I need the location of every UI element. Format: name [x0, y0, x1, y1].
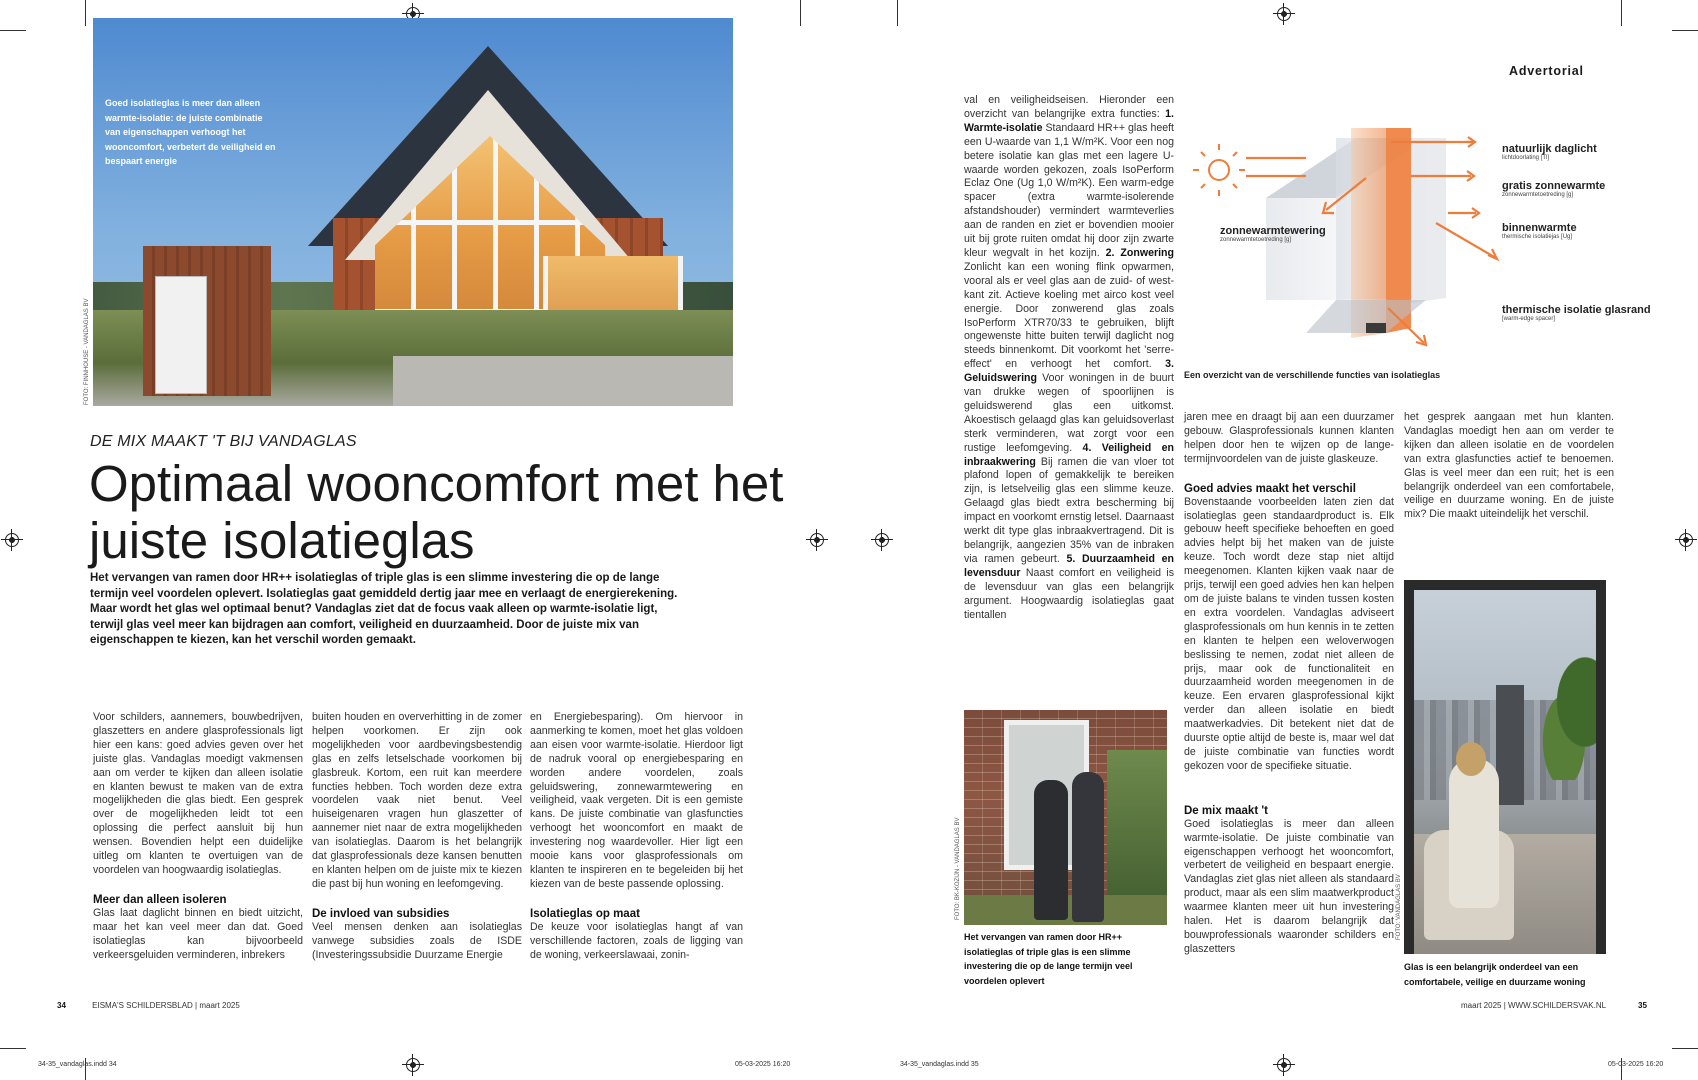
glass-pane-back: [1411, 138, 1446, 303]
crop-mark: [1672, 1048, 1698, 1049]
folio: [57, 1001, 240, 1010]
glass-functions-diagram: [1186, 128, 1666, 360]
crop-mark: [0, 1048, 26, 1049]
page-number: 34: [57, 1001, 66, 1010]
crop-mark: [897, 0, 898, 26]
diagram-label-solar-shading: [1220, 225, 1326, 244]
folio: [1461, 1001, 1647, 1010]
registration-mark-icon: [1679, 533, 1693, 547]
diagram-label-text: gratis zonnewarmte: [1502, 180, 1606, 192]
paragraph: buiten houden en oververhitting in de zomer helpen voorkomen. Er zijn ook mogelijkheden voor aardbevingsbestendig glas en zelfs letselschade voorkomen bij glasbreuk. Kortom, een ruit kan meerdere functies hebben. Toch worden deze extra voordelen vaak niet benut. Veel huiseigenaren vragen hun glaszetter of aannemer niet naar de extra mogelijkheden van isolatieglas. Daarom is het belangrijk dat glasprofessionals deze kansen benutten en klanten helpen om de juiste mix te kiezen die past bij hun woning en leefomgeving.: [312, 711, 522, 890]
diagram-label-text: binnenwarmte: [1502, 222, 1577, 234]
function-label: 1. Warmte-isolatie: [964, 107, 1174, 134]
crop-mark: [1672, 30, 1698, 31]
body-column-right-3: [1404, 411, 1614, 522]
crop-mark: [85, 0, 86, 26]
registration-mark-icon: [5, 533, 19, 547]
paragraph: De keuze voor isolatieglas hangt af van verschillende factoren, zoals de ligging van de woning, verkeerslawaai, zonin-: [530, 920, 743, 961]
shed-door: [155, 276, 207, 394]
registration-mark-icon: [875, 533, 889, 547]
hero-caption: Goed isolatieglas is meer dan alleen warmte-isolatie: de juiste combinatie van eigenschappen verhoogt het wooncomfort, verbetert de veiligheid en bespaart energie: [105, 98, 276, 166]
function-label: 4. Veiligheid en inbraakwering: [964, 441, 1174, 468]
article-intro: Het vervangen van ramen door HR++ isolatieglas of triple glas is een slimme investering die op de lange termijn veel voordelen oplevert. Isolatieglas gaat gemiddeld dertig jaar mee en verlaagt de energierekening. Maar wordt het glas wel optimaal benut? Vandaglas ziet dat de focus vaak alleen op warmte-isolatie ligt, terwijl glas veel meer kan bijdragen aan comfort, veiligheid en duurzaamheid. Door de juiste mix van eigenschappen te kiezen, kan het verschil worden gemaakt.: [90, 572, 678, 647]
woman-photo-caption: Glas is een belangrijk onderdeel van een comfortabele, veilige en duurzame woning: [1404, 962, 1586, 987]
article-title: Optimaal wooncomfort met het juiste isolatieglas: [89, 455, 784, 569]
section-label: Advertorial: [1509, 64, 1584, 78]
paragraph: het gesprek aangaan met hun klanten. Vandaglas moedigt hen aan om verder te kijken dan alleen isolatie en de voordelen van extra glasfuncties actief te benoemen. Glas is veel meer dan een ruit; het is een belangrijk onderdeel van een comfortabele, veilige en duurzame woning. En de juiste mix? Die maakt uiteindelijk het verschil.: [1404, 411, 1614, 521]
diagram-label-text: thermische isolatie glasrand: [1502, 304, 1651, 316]
workers-photo-caption: Het vervangen van ramen door HR++ isolatieglas of triple glas is een slimme investering die op de lange termijn veel voordelen oplevert: [964, 932, 1133, 986]
function-text: Voor woningen in de buurt van drukke wegen of spoorlijnen is geluidswerend glas een uitkomst. Akoestisch gelaagd glas kan geluidsoverlast sterk verminderen, wat zorgt voor een rustige leefomgeving.: [964, 372, 1174, 454]
photo-credit: FOTO: FINNHOUSE - VANDAGLAS BV: [84, 298, 90, 405]
diagram-label-daylight: [1502, 143, 1597, 162]
function-text: Bij ramen die van vloer tot plafond lopen of gemakkelijk te bereiken zijn, is letselveilig glas een slimme keuze. Gelaagd glas biedt extra bescherming bij impact en voorkomt ernstig letsel. Daarnaast werkt dit type glas inbraakvertragend. Dit is belangrijk, aangezien 35% van de inbraken via ramen gebeurt.: [964, 455, 1174, 565]
hero-photo-house: [93, 18, 733, 406]
function-label: 5. Duurzaamheid en levensduur: [964, 552, 1175, 579]
photo-credit: FOTO: VANDAGLAS BV: [1396, 874, 1402, 940]
paragraph: Goed isolatieglas is meer dan alleen warmte-isolatie. De juiste combinatie van eigenschappen verhoogt het wooncomfort, verbetert de veiligheid en bespaart energie. Vandaglas ziet glas niet alleen als standaard product, maar als een slim maatwerkproduct waarmee klanten meer uit hun investering halen. Het is daarom belangrijk dat bouwprofessionals waaronder schilders en glaszetters: [1184, 817, 1394, 955]
photo-workers-installing-window: [964, 710, 1167, 925]
diagram-caption: Een overzicht van de verschillende functies van isolatieglas: [1184, 370, 1441, 380]
function-text: Naast comfort en veiligheid is de levensduur van glas een belangrijk argument. Hoogwaardig isolatieglas gaat tientallen: [964, 566, 1175, 621]
diagram-label-edge-insulation: [1502, 304, 1651, 323]
crop-mark: [1621, 0, 1622, 26]
paragraph-text: val en veiligheidseisen. Hieronder een overzicht van belangrijke extra functies:: [964, 94, 1174, 120]
function-text: Standaard HR++ glas heeft een U-waarde van 1,1 W/m²K. Voor een nog betere isolatie kan glas met een lagere U-waarde worden gekozen, zoals IsoPerform Eclaz One (Ug 1,0 W/m²K). Een warm-edge spacer (extra warmte-isolerende afstandshouder) vermindert warmteverlies aan de randen en ziet er bovendien mooier uit bij grote ruiten omdat hij door zijn zwarte kleur wegvalt in het kozijn.: [964, 121, 1175, 259]
body-column-3: [530, 711, 743, 963]
diagram-label-inner-heat: [1502, 222, 1577, 241]
arrowhead: [1466, 137, 1475, 147]
paragraph: jaren mee en draagt bij aan een duurzamer gebouw. Glasprofessionals kunnen klanten helpen door hen te wijzen op de lange-termijnvoordelen van de juiste glaskeuze.: [1184, 411, 1394, 465]
window-frame: [1404, 580, 1606, 954]
diagram-sublabel: zonnewarmtetoetreding [g]: [1220, 237, 1292, 243]
worker: [1034, 780, 1068, 920]
diagram-label-text: zonnewarmtewering: [1220, 225, 1326, 237]
subheading: De invloed van subsidies: [312, 907, 450, 920]
paragraph: Glas laat daglicht binnen en biedt uitzicht, maar het kan veel meer dan dat. Goed isolatieglas kan bijvoorbeeld verkeersgeluiden verminderen, inbrekers: [93, 906, 303, 961]
registration-mark-icon: [1277, 1058, 1291, 1072]
paragraph: [964, 94, 1174, 622]
registration-mark-icon: [810, 533, 824, 547]
slug-filename: 34-35_vandaglas.indd 34: [38, 1061, 117, 1068]
function-label: 2. Zonwering: [1105, 246, 1174, 259]
diagram-sublabel: thermische isolatiejas [Ug]: [1502, 234, 1573, 240]
slug-date: 05-03-2025 16:20: [1608, 1061, 1664, 1068]
page-number: 35: [1638, 1001, 1647, 1010]
paragraph: Veel mensen denken aan isolatieglas vanwege subsidies zoals de ISDE (Investeringssubsidie Duurzame Energie: [312, 920, 522, 961]
warm-edge-spacer: [1366, 323, 1386, 333]
diagram-label-solar-heat: [1502, 180, 1605, 199]
function-label: 3. Geluidswering: [964, 358, 1174, 385]
terrace: [393, 356, 733, 406]
crop-mark: [0, 30, 26, 31]
magazine-name: EISMA'S SCHILDERSBLAD | maart 2025: [92, 1001, 240, 1010]
registration-mark-icon: [1277, 7, 1291, 21]
subheading: Isolatieglas op maat: [530, 907, 640, 920]
sun-icon: [1193, 144, 1245, 196]
body-column-right-2: [1184, 411, 1394, 957]
crop-mark: [800, 0, 801, 26]
diagram-label-text: natuurlijk daglicht: [1502, 143, 1597, 155]
subheading: De mix maakt 't: [1184, 804, 1268, 817]
body-column-right-1: [964, 94, 1174, 622]
subheading: Meer dan alleen isoleren: [93, 893, 227, 906]
paragraph: Bovenstaande voorbeelden laten zien dat isolatieglas geen standaardproduct is. Elk gebouw heeft specifieke behoeften en goed advies helpt bij het maken van de juiste keuze. Toch wordt deze stap niet altijd meegenomen. Klanten kijken vaak naar de prijs, terwijl een goed advies hen kan helpen om de juiste balans te vinden tussen kosten en extra voordelen. Vandaglas adviseert glasprofessionals om hun kennis in te zetten en klanten te helpen een weloverwogen beslissing te nemen, zodat niet alleen de prijs, maar ook de functionaliteit en duurzaamheid worden meegenomen in de keuze. Een ervaren glasprofessional kijkt verder dan alleen isolatie en biedt maatwerkadvies. Dit betekent niet dat de duurste optie altijd de beste is, maar wel dat de juiste combinatie van functies wordt gekozen voor de specifieke situatie.: [1184, 495, 1394, 772]
subheading: Goed advies maakt het verschil: [1184, 482, 1356, 495]
diagram-sublabel: zonnewarmtetoetreding [g]: [1502, 192, 1574, 198]
photo-woman-reading-by-window: [1404, 580, 1606, 954]
body-column-2: [312, 711, 522, 963]
body-column-1: [93, 711, 303, 963]
slug-date: 05-03-2025 16:20: [735, 1061, 791, 1068]
slug-filename: 34-35_vandaglas.indd 35: [900, 1061, 979, 1068]
diagram-sublabel: lichtdoorlating [Tl]: [1502, 155, 1550, 161]
diagram-sublabel: [warm-edge spacer]: [1502, 316, 1556, 322]
registration-mark-icon: [406, 1058, 420, 1072]
article-kicker: DE MIX MAAKT 'T BIJ VANDAGLAS: [90, 433, 357, 450]
paragraph: Voor schilders, aannemers, bouwbedrijven, glaszetters en andere glasprofessionals ligt hier een kans: goed advies geven over het juiste glas. Vandaglas moedigt vakmensen aan om verder te kijken dan alleen isolatie en klanten bewust te maken van de extra mogelijkheden die glas biedt. Een gesprek over de mogelijkheden leidt tot een oplossing die perfect aansluit bij hun wensen. Bovendien helpt een duidelijke uitleg om klanten te overtuigen van de voordelen van hoogwaardig isolatieglas.: [93, 711, 303, 876]
function-text: Zonlicht kan een woning flink opwarmen, vooral als er veel glas aan de zuid- of west- kant zit. Actieve koeling met airco kost veel energie. Door zonwerend glas zoals IsoPerform XTR70/33 te gebruiken, blijft ongewenste hitte buiten terwijl daglicht nog steeds binnenkomt. Dit voorkomt het 'serre-effect' en verhoogt het comfort.: [964, 260, 1174, 371]
photo-credit: FOTO: BK-KOZIJN - VANDAGLAS BV: [955, 817, 961, 920]
magazine-name: maart 2025 | WWW.SCHILDERSVAK.NL: [1461, 1001, 1606, 1010]
worker: [1072, 772, 1104, 922]
paragraph: en Energiebesparing). Om hiervoor in aanmerking te komen, moet het glas voldoen aan eisen voor warmte-isolatie. Hierdoor ligt de nadruk vooral op energiebesparing en worden andere voordelen, zoals geluidswering, zonnewarmtewering en veiligheid, vaak vergeten. Dit is een gemiste kans. De juiste combinatie van glasfuncties verhoogt het wooncomfort en maakt de investering nog waardevoller. Hier ligt een mooie kans voor glasprofessionals om klanten te inspireren en te begeleiden bij het kiezen van de beste passende oplossing.: [530, 711, 743, 890]
